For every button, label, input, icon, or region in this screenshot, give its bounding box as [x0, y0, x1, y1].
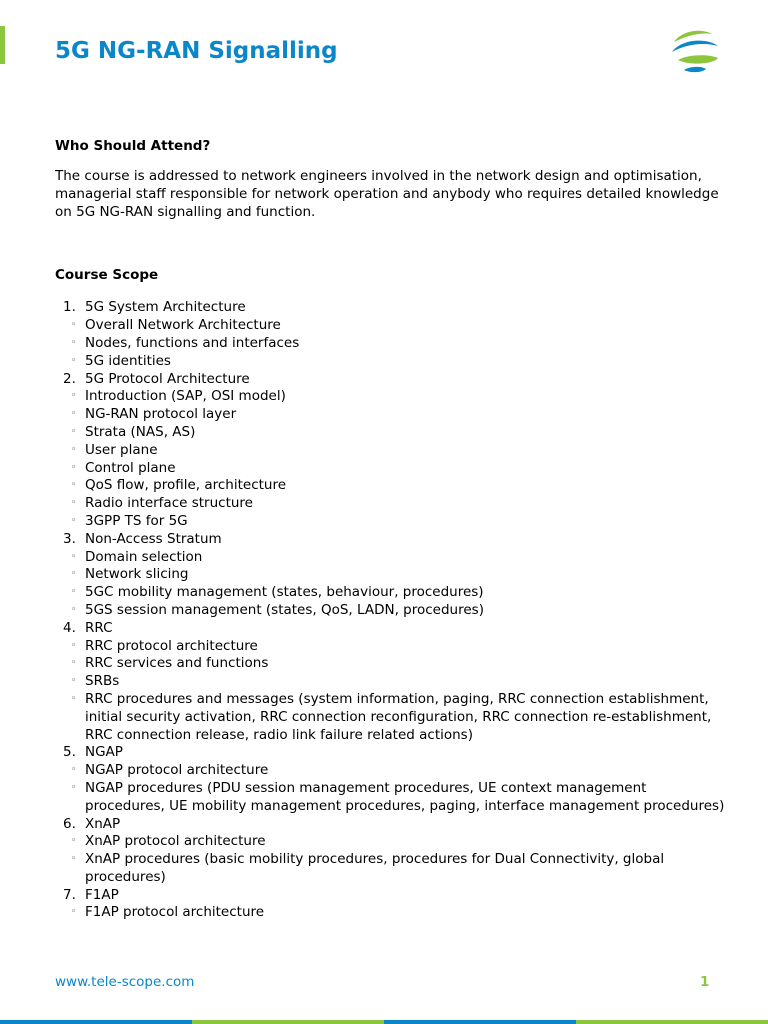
scope-subtopic-item — [55, 513, 725, 531]
telescope-logo-icon — [668, 28, 720, 76]
list-item-text: Control plane — [85, 459, 176, 476]
scope-subtopic-item — [55, 442, 725, 460]
list-number: 6. — [63, 815, 76, 832]
page-title: 5G NG-RAN Signalling — [55, 38, 338, 64]
bullet-icon: ◦ — [71, 320, 77, 331]
scope-topic-item — [55, 887, 725, 905]
scope-subtopic-item — [55, 335, 725, 353]
scope-subtopic-item — [55, 762, 725, 780]
bullet-icon: ◦ — [71, 604, 77, 615]
list-number: 5. — [63, 744, 76, 761]
bullet-icon: ◦ — [71, 765, 77, 776]
scope-heading: Course Scope — [55, 267, 159, 284]
scope-topic-item — [55, 531, 725, 549]
bullet-icon: ◦ — [71, 498, 77, 509]
bullet-icon: ◦ — [71, 337, 77, 348]
list-item-text: RRC protocol architecture — [85, 637, 258, 654]
list-number: 2. — [63, 370, 76, 387]
list-number: 7. — [63, 886, 76, 903]
scope-subtopic-item — [55, 655, 725, 673]
scope-subtopic-item — [55, 780, 725, 816]
scope-subtopic-item — [55, 477, 725, 495]
list-item-text: Nodes, functions and interfaces — [85, 334, 300, 351]
bottom-color-bar — [0, 1020, 768, 1024]
footer-website-link[interactable]: www.tele-scope.com — [55, 974, 195, 990]
list-item-text: QoS flow, profile, architecture — [85, 477, 287, 494]
scope-subtopic-item — [55, 388, 725, 406]
bullet-icon: ◦ — [71, 426, 77, 437]
list-item-text: SRBs — [85, 673, 120, 690]
list-number: 1. — [63, 299, 76, 316]
list-item-text: NGAP protocol architecture — [85, 762, 269, 779]
list-item-text: XnAP — [85, 815, 121, 832]
bullet-icon: ◦ — [71, 782, 77, 793]
scope-subtopic-item — [55, 584, 725, 602]
bullet-icon: ◦ — [71, 569, 77, 580]
bullet-icon: ◦ — [71, 444, 77, 455]
bullet-icon: ◦ — [71, 587, 77, 598]
bullet-icon: ◦ — [71, 515, 77, 526]
list-item-text: 5G System Architecture — [85, 299, 246, 316]
scope-subtopic-item — [55, 566, 725, 584]
bullet-icon: ◦ — [71, 640, 77, 651]
list-item-text: Introduction (SAP, OSI model) — [85, 388, 286, 405]
bullet-icon: ◦ — [71, 658, 77, 669]
list-item-text: XnAP protocol architecture — [85, 833, 266, 850]
scope-subtopic-item — [55, 549, 725, 567]
scope-topic-item — [55, 816, 725, 834]
bullet-icon: ◦ — [71, 693, 77, 704]
list-item-text: RRC — [85, 619, 113, 636]
bullet-icon: ◦ — [71, 836, 77, 847]
list-item-text: F1AP — [85, 886, 119, 903]
scope-subtopic-item — [55, 851, 725, 887]
scope-topic-item — [55, 620, 725, 638]
scope-subtopic-item — [55, 317, 725, 335]
scope-topic-item — [55, 299, 725, 317]
list-item-text: NGAP procedures (PDU session management procedures, UE context management procedures, UE mobility management procedures, paging, interface management procedures) — [85, 779, 725, 814]
scope-subtopic-item — [55, 353, 725, 371]
page-number: 1 — [700, 974, 710, 990]
bullet-icon: ◦ — [71, 409, 77, 420]
list-item-text: RRC procedures and messages (system information, paging, RRC connection establishment, initial security activation, RRC connection reconfiguration, RRC connection re-establishment, RRC connection release, radio link failure related actions) — [85, 690, 712, 743]
scope-subtopic-item — [55, 495, 725, 513]
list-item-text: Non-Access Stratum — [85, 530, 222, 547]
bullet-icon: ◦ — [71, 355, 77, 366]
list-item-text: 5GS session management (states, QoS, LADN, procedures) — [85, 601, 484, 618]
bullet-icon: ◦ — [71, 462, 77, 473]
scope-subtopic-item — [55, 602, 725, 620]
list-item-text: Radio interface structure — [85, 495, 253, 512]
list-item-text: Network slicing — [85, 566, 189, 583]
scope-subtopic-item — [55, 673, 725, 691]
list-item-text: Domain selection — [85, 548, 203, 565]
list-item-text: NGAP — [85, 744, 123, 761]
bullet-icon: ◦ — [71, 480, 77, 491]
list-item-text: 5G identities — [85, 352, 171, 369]
list-item-text: Overall Network Architecture — [85, 317, 281, 334]
scope-subtopic-item — [55, 691, 725, 744]
list-item-text: Strata (NAS, AS) — [85, 423, 196, 440]
list-item-text: F1AP protocol architecture — [85, 904, 265, 921]
main-content — [55, 136, 725, 922]
list-item-text: 5G Protocol Architecture — [85, 370, 250, 387]
scope-subtopic-item — [55, 833, 725, 851]
list-item-text: RRC services and functions — [85, 655, 269, 672]
left-accent-bar — [0, 26, 5, 64]
scope-subtopic-item — [55, 406, 725, 424]
list-number: 3. — [63, 530, 76, 547]
list-item-text: User plane — [85, 441, 158, 458]
scope-topic-item — [55, 371, 725, 389]
scope-topic-item — [55, 744, 725, 762]
scope-subtopic-item — [55, 460, 725, 478]
attend-paragraph: The course is addressed to network engineers involved in the network design and optimisation, managerial staff responsible for network operation and anybody who requires detailed knowledge on 5G NG-RAN signalling and function. — [55, 168, 719, 220]
scope-subtopic-item — [55, 424, 725, 442]
scope-subtopic-item — [55, 904, 725, 922]
list-number: 4. — [63, 619, 76, 636]
attend-heading: Who Should Attend? — [55, 138, 211, 154]
bullet-icon: ◦ — [71, 676, 77, 687]
bullet-icon: ◦ — [71, 854, 77, 865]
list-item-text: 3GPP TS for 5G — [85, 512, 188, 529]
bullet-icon: ◦ — [71, 551, 77, 562]
list-item-text: 5GC mobility management (states, behaviour, procedures) — [85, 584, 484, 601]
list-item-text: XnAP procedures (basic mobility procedures, procedures for Dual Connectivity, global procedures) — [85, 851, 665, 885]
scope-subtopic-item — [55, 638, 725, 656]
bullet-icon: ◦ — [71, 391, 77, 402]
list-item-text: NG-RAN protocol layer — [85, 406, 237, 423]
course-scope-list — [55, 299, 725, 922]
bullet-icon: ◦ — [71, 907, 77, 918]
